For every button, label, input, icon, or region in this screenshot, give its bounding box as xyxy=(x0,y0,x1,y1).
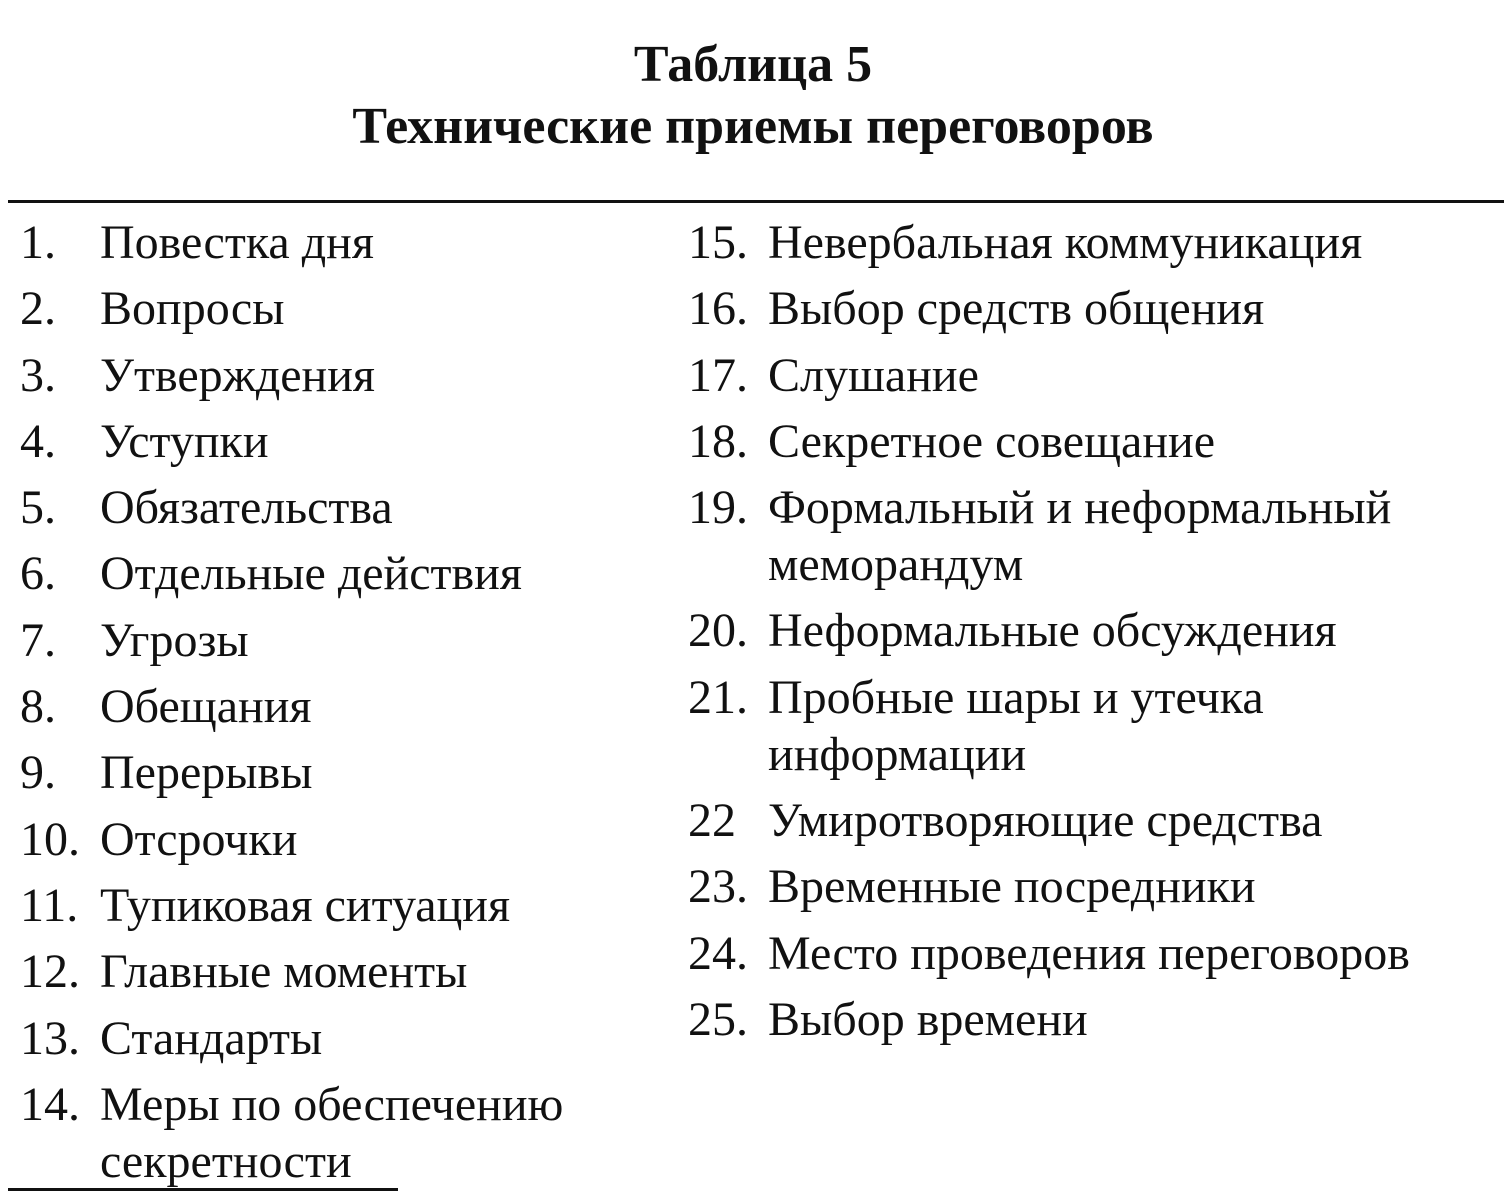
item-label: Пробные шары и утечка информации xyxy=(768,670,1264,781)
table-number: Таблица 5 xyxy=(633,36,873,93)
item-number: 14. xyxy=(20,1077,80,1131)
list-item xyxy=(20,214,660,271)
item-number: 15. xyxy=(688,216,748,269)
list-item xyxy=(688,602,1503,659)
list-item xyxy=(688,858,1503,915)
item-label: Место проведения переговоров xyxy=(768,926,1410,980)
item-label: Слушание xyxy=(768,348,979,402)
item-label: Меры по обеспечению секретности xyxy=(100,1077,564,1188)
item-label: Выбор времени xyxy=(768,992,1088,1046)
list-item xyxy=(20,479,660,536)
right-column xyxy=(688,214,1503,1057)
item-number: 1. xyxy=(20,216,56,269)
item-number: 16. xyxy=(688,282,748,336)
list-item xyxy=(20,877,660,934)
list-item xyxy=(20,811,660,868)
list-item xyxy=(688,214,1503,271)
list-item xyxy=(688,669,1503,783)
item-label: Повестка дня xyxy=(100,216,374,269)
item-label: Вопросы xyxy=(100,282,285,336)
item-label: Неформальные обсуждения xyxy=(768,604,1337,658)
bottom-divider xyxy=(8,1188,398,1191)
item-label: Временные посредники xyxy=(768,860,1256,914)
item-number: 11. xyxy=(20,878,79,932)
item-number: 18. xyxy=(688,414,748,468)
list-item xyxy=(688,925,1503,982)
item-number: 7. xyxy=(20,613,56,667)
list-item xyxy=(688,347,1503,404)
top-divider xyxy=(8,200,1504,203)
item-number: 17. xyxy=(688,348,748,402)
list-item xyxy=(688,280,1503,337)
item-number: 24. xyxy=(688,926,748,980)
item-label: Отдельные действия xyxy=(100,547,522,601)
item-label: Умиротворяющие средства xyxy=(768,794,1323,848)
list-item xyxy=(20,413,660,470)
list-item xyxy=(20,347,660,404)
item-number: 10. xyxy=(20,812,80,866)
item-label: Стандарты xyxy=(100,1011,323,1065)
item-number: 25. xyxy=(688,992,748,1046)
item-number: 23. xyxy=(688,860,748,914)
item-label: Выбор средств общения xyxy=(768,282,1265,336)
list-item xyxy=(688,991,1503,1048)
list-item xyxy=(688,479,1503,593)
item-label: Утверждения xyxy=(100,348,375,402)
list-item xyxy=(688,792,1503,849)
item-label: Тупиковая ситуация xyxy=(100,878,511,932)
item-label: Обещания xyxy=(100,680,312,734)
list-item xyxy=(20,943,660,1000)
item-number: 3. xyxy=(20,348,56,402)
item-label: Угрозы xyxy=(100,613,249,667)
table-caption xyxy=(0,34,1506,158)
item-label: Обязательства xyxy=(100,481,393,535)
item-label: Отсрочки xyxy=(100,812,298,866)
item-number: 2. xyxy=(20,282,56,336)
item-number: 12. xyxy=(20,945,80,999)
table-title: Технические приемы переговоров xyxy=(352,98,1154,155)
item-number: 8. xyxy=(20,680,56,734)
item-number: 19. xyxy=(688,481,748,535)
item-label: Уступки xyxy=(100,414,269,468)
item-number: 9. xyxy=(20,746,56,800)
list-item xyxy=(20,612,660,669)
list-item xyxy=(20,1010,660,1067)
item-number: 6. xyxy=(20,547,56,601)
list-item xyxy=(20,545,660,602)
left-column xyxy=(20,214,660,1199)
item-label: Главные моменты xyxy=(100,945,468,999)
item-number: 20. xyxy=(688,604,748,658)
item-number: 22 xyxy=(688,794,736,848)
list-item xyxy=(688,413,1503,470)
item-number: 13. xyxy=(20,1011,80,1065)
item-label: Перерывы xyxy=(100,746,313,800)
item-label: Секретное совещание xyxy=(768,414,1216,468)
list-item xyxy=(20,280,660,337)
list-item xyxy=(20,744,660,801)
item-number: 4. xyxy=(20,414,56,468)
list-item xyxy=(20,1076,660,1190)
list-item xyxy=(20,678,660,735)
item-label: Формальный и неформальный меморандум xyxy=(768,481,1392,592)
item-label: Невербальная коммуникация xyxy=(768,216,1363,269)
item-number: 5. xyxy=(20,481,56,535)
item-number: 21. xyxy=(688,670,748,724)
